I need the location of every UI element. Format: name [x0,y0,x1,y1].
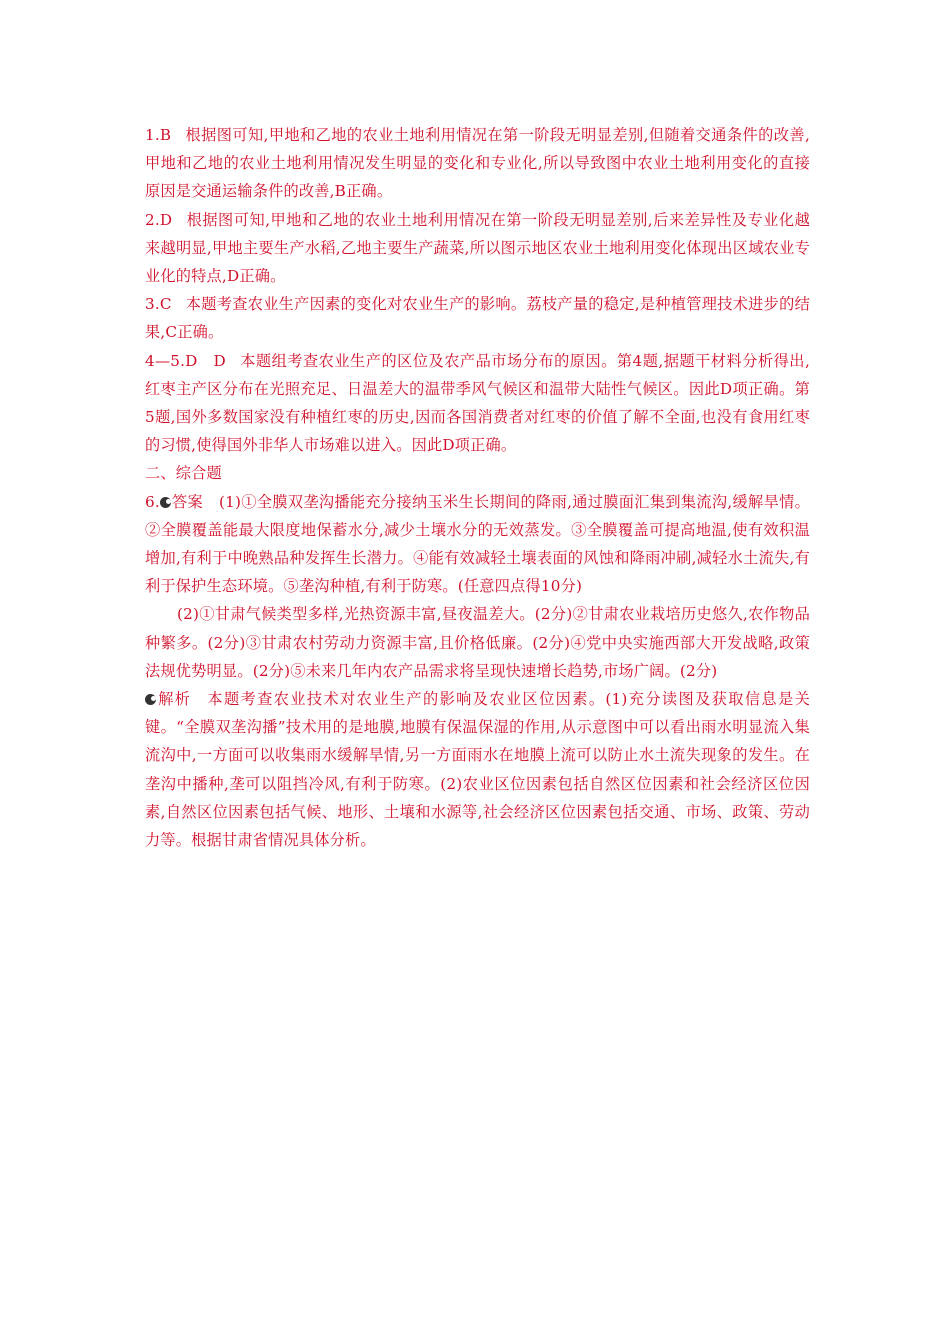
answer-item-1 [145,121,810,206]
item-number: 4—5.D D [145,351,226,370]
item-number: 2.D [145,210,173,229]
item-number: 1.B [145,126,172,144]
item-number: 6. [145,492,160,511]
answer-label: 答案 [171,492,204,511]
section-heading: 二、综合题 [145,464,222,483]
analysis-label: 解析 [157,690,192,709]
item-explanation: 根据图可知,甲地和乙地的农业土地利用情况在第一阶段无明显差别,后来差异性及专业化越来越明显,甲地主要生产水稻,乙地主要生产蔬菜,所以图示地区农业土地利用变化体现出区域农业专业化的特点,D正确。 [145,210,810,286]
item-explanation: 本题组考查农业生产的区位及农产品市场分布的原因。第4题,据题干材料分析得出,红枣主产区分布在光照充足、日温差大的温带季风气候区和温带大陆性气候区。因此D项正确。第5题,国外多数国家没有种植红枣的历史,因而各国消费者对红枣的价值了解不全面,也没有食用红枣的习惯,使得国外非华人市场难以进入。因此D项正确。 [145,351,810,455]
answer-part-1: (1)①全膜双垄沟播能充分接纳玉米生长期间的降雨,通过膜面汇集到集流沟,缓解旱情。②全膜覆盖能最大限度地保蓄水分,减少土壤水分的无效蒸发。③全膜覆盖可提高地温,使有效积温增加,有利于中晚熟品种发挥生长潜力。④能有效减轻土壤表面的风蚀和降雨冲刷,减轻水土流失,有利于保护生态环境。⑤垄沟种植,有利于防寒。(任意四点得10分) [145,492,810,596]
analysis-paragraph [145,685,810,854]
answer-document [145,121,810,854]
analysis-tag-icon [145,694,156,705]
answer-part-2: (2)①甘肃气候类型多样,光热资源丰富,昼夜温差大。(2分)②甘肃农业栽培历史悠久,农作物品种繁多。(2分)③甘肃农村劳动力资源丰富,且价格低廉。(2分)④党中央实施西部大开发战略,政策法规优势明显。(2分)⑤未来几年内农产品需求将呈现快速增长趋势,市场广阔。(2分) [145,605,810,680]
item-explanation: 本题考查农业生产因素的变化对农业生产的影响。荔枝产量的稳定,是种植管理技术进步的结果,C正确。 [145,295,810,342]
item-number: 3.C [145,295,172,314]
answer-item-2 [145,206,810,291]
answer-item-3 [145,290,810,346]
item-explanation: 根据图可知,甲地和乙地的农业土地利用情况在第一阶段无明显差别,但随着交通条件的改善,甲地和乙地的农业土地利用情况发生明显的变化和专业化,所以导致图中农业土地利用变化的直接原因是交通运输条件的改善,B正确。 [145,126,810,201]
answer-item-6 [145,488,810,601]
answer-tag-icon [160,497,171,508]
analysis-text: 本题考查农业技术对农业生产的影响及农业区位因素。(1)充分读图及获取信息是关键。“全膜双垄沟播”技术用的是地膜,地膜有保温保湿的作用,从示意图中可以看出雨水明显流入集流沟中,一方面可以收集雨水缓解旱情,另一方面雨水在地膜上流可以防止水土流失现象的发生。在垄沟中播种,垄可以阻挡冷风,有利于防寒。(2)农业区位因素包括自然区位因素和社会经济区位因素,自然区位因素包括气候、地形、土壤和水源等,社会经济区位因素包括交通、市场、政策、劳动力等。根据甘肃省情况具体分析。 [145,690,810,850]
answer-item-4-5 [145,347,810,460]
